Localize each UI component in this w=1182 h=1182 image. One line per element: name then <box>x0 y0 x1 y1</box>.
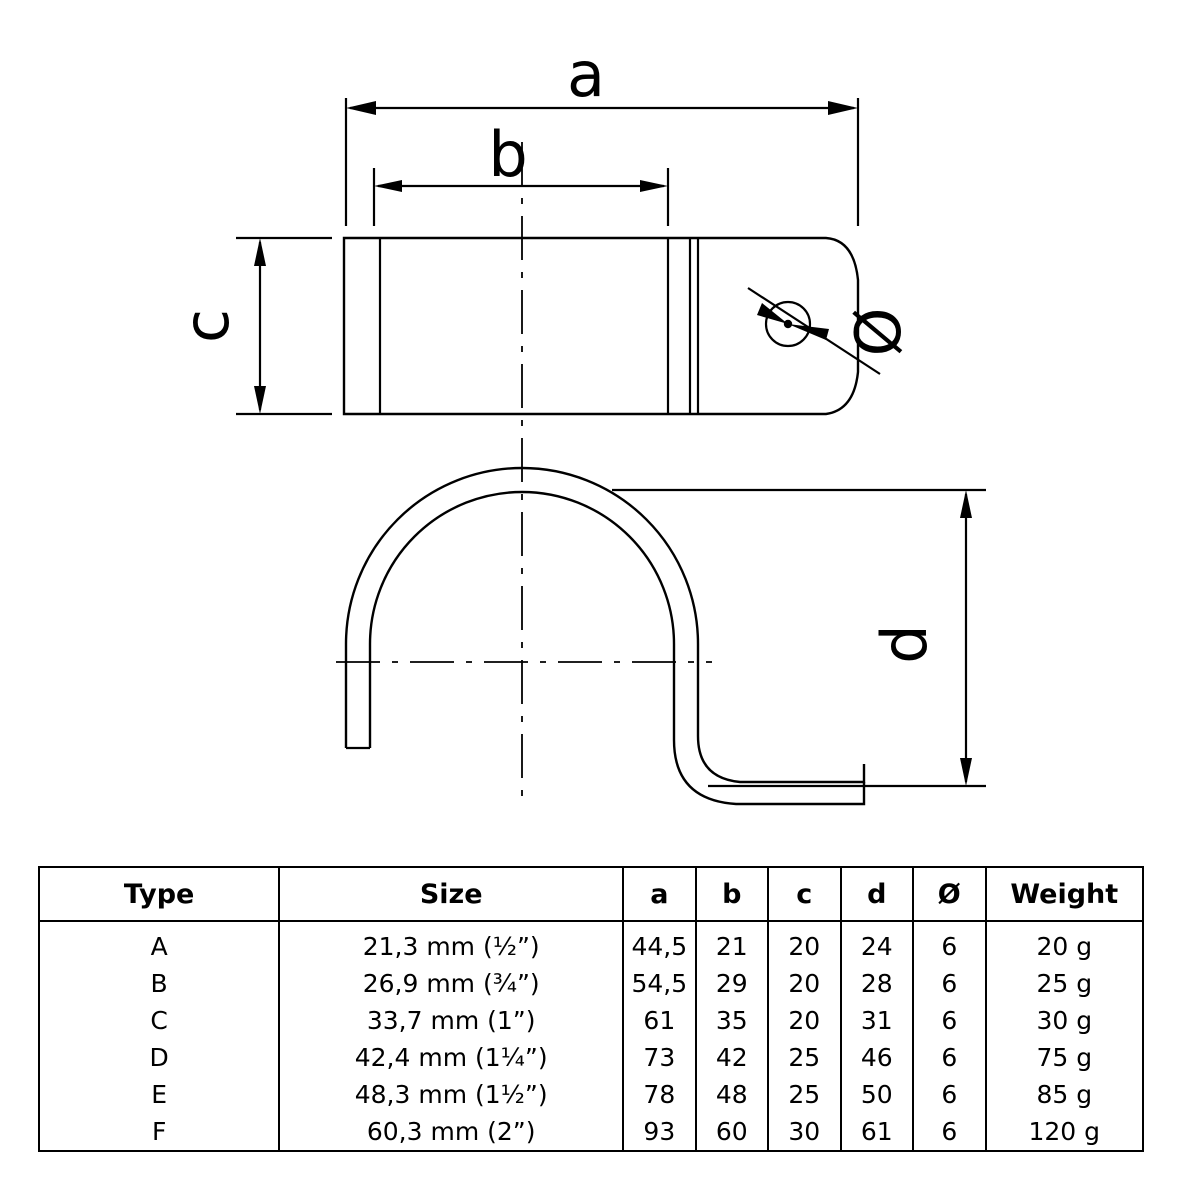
table-row <box>39 1002 1143 1039</box>
cell-d: 31 <box>841 1002 913 1039</box>
cell-size: 26,9 mm (¾”) <box>279 965 623 1002</box>
cell-d: 61 <box>841 1113 913 1151</box>
cell-type: B <box>39 965 279 1002</box>
table-header-row <box>39 867 1143 921</box>
column-header-weight: Weight <box>986 867 1143 921</box>
dimension-label-a: a <box>567 38 605 111</box>
cell-c: 25 <box>768 1039 840 1076</box>
cell-weight: 120 g <box>986 1113 1143 1151</box>
cell-a: 44,5 <box>623 921 695 965</box>
dim-arrow-a-left <box>346 101 376 115</box>
cell-type: D <box>39 1039 279 1076</box>
cell-diameter: 6 <box>913 921 985 965</box>
cell-weight: 75 g <box>986 1039 1143 1076</box>
cell-d: 50 <box>841 1076 913 1113</box>
cell-c: 30 <box>768 1113 840 1151</box>
column-header-type: Type <box>39 867 279 921</box>
cell-diameter: 6 <box>913 1039 985 1076</box>
column-header-b: b <box>696 867 768 921</box>
cell-size: 42,4 mm (1¼”) <box>279 1039 623 1076</box>
column-header-a: a <box>623 867 695 921</box>
dim-arrow-d-top <box>960 490 972 518</box>
cell-type: F <box>39 1113 279 1151</box>
dim-arrow-b-left <box>374 180 402 192</box>
cell-type: A <box>39 921 279 965</box>
cell-diameter: 6 <box>913 1076 985 1113</box>
dim-arrow-b-right <box>640 180 668 192</box>
column-header-c: c <box>768 867 840 921</box>
diameter-arrow-left <box>757 303 788 324</box>
column-header-diameter: Ø <box>913 867 985 921</box>
cell-a: 54,5 <box>623 965 695 1002</box>
clamp-side-body <box>344 238 858 414</box>
cell-size: 60,3 mm (2”) <box>279 1113 623 1151</box>
column-header-size: Size <box>279 867 623 921</box>
dim-arrow-c-bottom <box>254 386 266 414</box>
cell-size: 33,7 mm (1”) <box>279 1002 623 1039</box>
cell-c: 20 <box>768 1002 840 1039</box>
specification-table <box>38 866 1144 1152</box>
table-row <box>39 1113 1143 1151</box>
cell-a: 73 <box>623 1039 695 1076</box>
dimension-label-b: b <box>488 118 528 191</box>
table-row <box>39 1039 1143 1076</box>
table-row <box>39 965 1143 1002</box>
cell-weight: 20 g <box>986 921 1143 965</box>
cell-weight: 25 g <box>986 965 1143 1002</box>
cell-size: 48,3 mm (1½”) <box>279 1076 623 1113</box>
cell-b: 35 <box>696 1002 768 1039</box>
cell-b: 42 <box>696 1039 768 1076</box>
cell-a: 61 <box>623 1002 695 1039</box>
dimension-label-c: c <box>170 308 243 344</box>
column-header-d: d <box>841 867 913 921</box>
cell-b: 21 <box>696 921 768 965</box>
cell-b: 60 <box>696 1113 768 1151</box>
table-row <box>39 1076 1143 1113</box>
dim-arrow-d-bottom <box>960 758 972 786</box>
dimension-label-diameter: Ø <box>842 307 915 357</box>
cell-c: 20 <box>768 965 840 1002</box>
cell-diameter: 6 <box>913 965 985 1002</box>
dimension-label-d: d <box>868 624 941 664</box>
cell-weight: 85 g <box>986 1076 1143 1113</box>
cell-c: 25 <box>768 1076 840 1113</box>
cell-b: 48 <box>696 1076 768 1113</box>
cell-d: 46 <box>841 1039 913 1076</box>
cell-d: 24 <box>841 921 913 965</box>
cell-a: 93 <box>623 1113 695 1151</box>
cell-d: 28 <box>841 965 913 1002</box>
cell-c: 20 <box>768 921 840 965</box>
cell-b: 29 <box>696 965 768 1002</box>
cell-diameter: 6 <box>913 1113 985 1151</box>
saddle-inner-profile <box>370 492 864 804</box>
cell-size: 21,3 mm (½”) <box>279 921 623 965</box>
table-row <box>39 921 1143 965</box>
cell-diameter: 6 <box>913 1002 985 1039</box>
cell-weight: 30 g <box>986 1002 1143 1039</box>
cell-a: 78 <box>623 1076 695 1113</box>
dim-arrow-c-top <box>254 238 266 266</box>
cell-type: E <box>39 1076 279 1113</box>
saddle-outer-profile <box>346 468 864 782</box>
dim-arrow-a-right <box>828 101 858 115</box>
cell-type: C <box>39 1002 279 1039</box>
